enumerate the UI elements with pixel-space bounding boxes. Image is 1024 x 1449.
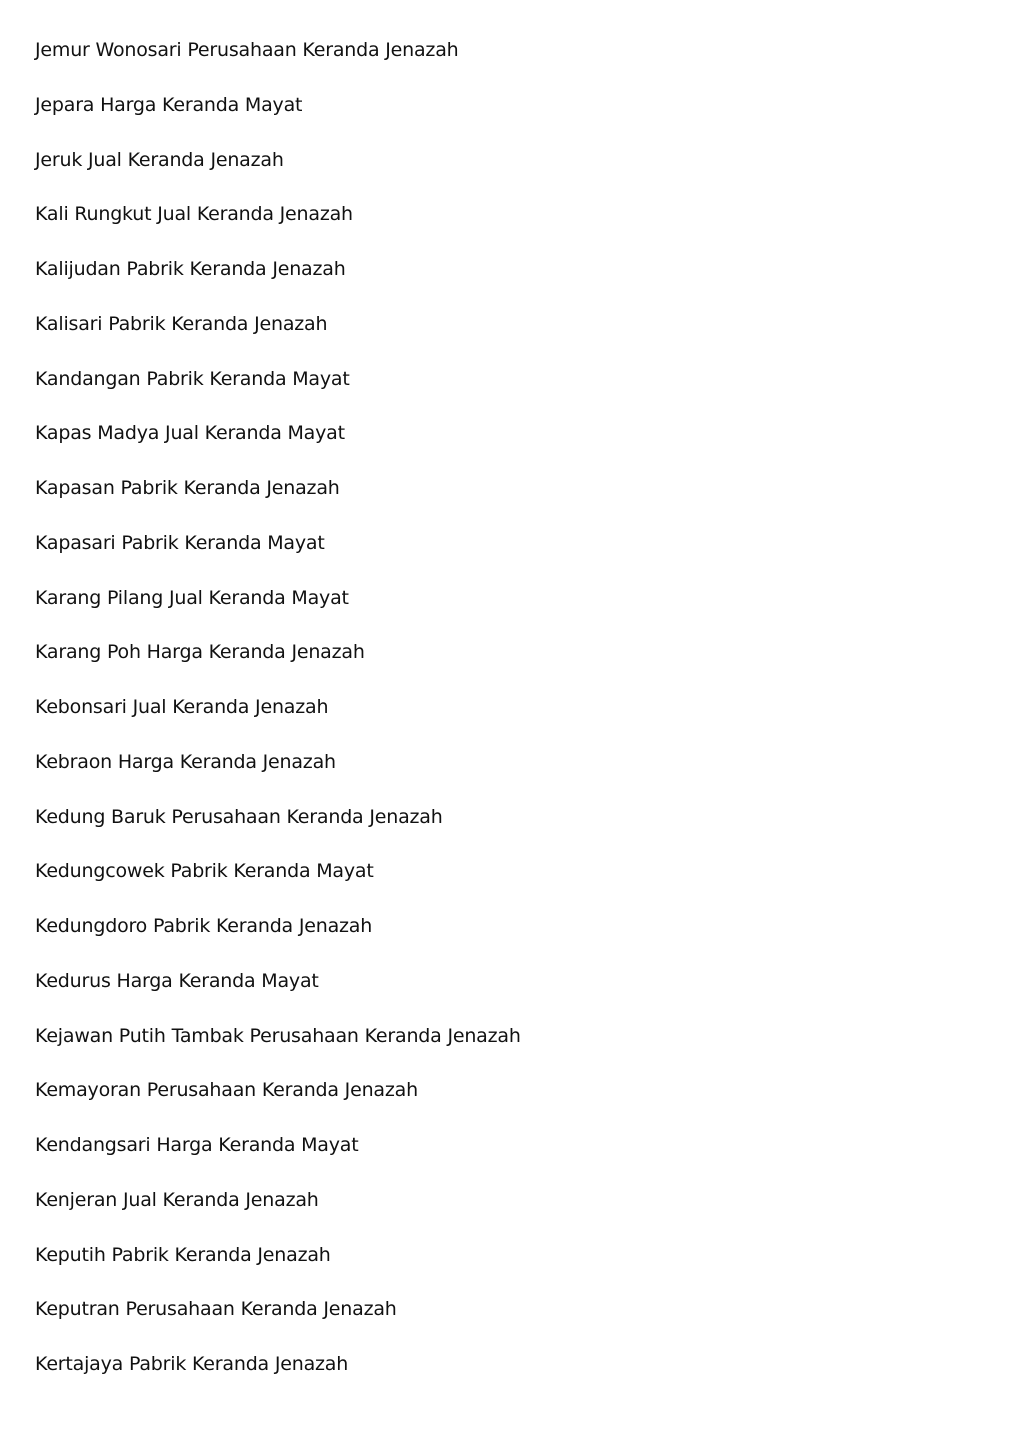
list-item: Kedung Baruk Perusahaan Keranda Jenazah (35, 805, 443, 828)
list-item: Kandangan Pabrik Keranda Mayat (35, 367, 350, 390)
list-item: Kebraon Harga Keranda Jenazah (35, 750, 336, 773)
list-item: Kebonsari Jual Keranda Jenazah (35, 696, 329, 718)
list-item: Jepara Harga Keranda Mayat (35, 93, 303, 116)
list-item: Kapasan Pabrik Keranda Jenazah (35, 477, 340, 499)
list-item: Keputran Perusahaan Keranda Jenazah (35, 1298, 397, 1321)
list-item: Kapas Madya Jual Keranda Mayat (35, 422, 345, 445)
list-item: Kalijudan Pabrik Keranda Jenazah (35, 258, 346, 280)
list-item: Karang Pilang Jual Keranda Mayat (35, 586, 349, 609)
list-item: Kedungdoro Pabrik Keranda Jenazah (35, 915, 373, 937)
list-item: Kertajaya Pabrik Keranda Jenazah (35, 1353, 349, 1375)
list-item: Kemayoran Perusahaan Keranda Jenazah (35, 1079, 418, 1102)
list-item: Kapasari Pabrik Keranda Mayat (35, 531, 325, 554)
list-item: Karang Poh Harga Keranda Jenazah (35, 641, 365, 664)
list-item: Kenjeran Jual Keranda Jenazah (35, 1188, 319, 1211)
list-item: Kedurus Harga Keranda Mayat (35, 969, 319, 992)
list-item: Jeruk Jual Keranda Jenazah (35, 148, 284, 171)
list-item: Keputih Pabrik Keranda Jenazah (35, 1243, 331, 1266)
list-item: Kali Rungkut Jual Keranda Jenazah (35, 203, 353, 226)
list-item: Kedungcowek Pabrik Keranda Mayat (35, 860, 374, 883)
list-item: Jemur Wonosari Perusahaan Keranda Jenazah (35, 39, 459, 61)
entry-list (35, 35, 975, 1404)
list-item: Kendangsari Harga Keranda Mayat (35, 1134, 359, 1156)
list-item: Kejawan Putih Tambak Perusahaan Keranda Jenazah (35, 1024, 521, 1047)
list-item: Kalisari Pabrik Keranda Jenazah (35, 312, 328, 335)
